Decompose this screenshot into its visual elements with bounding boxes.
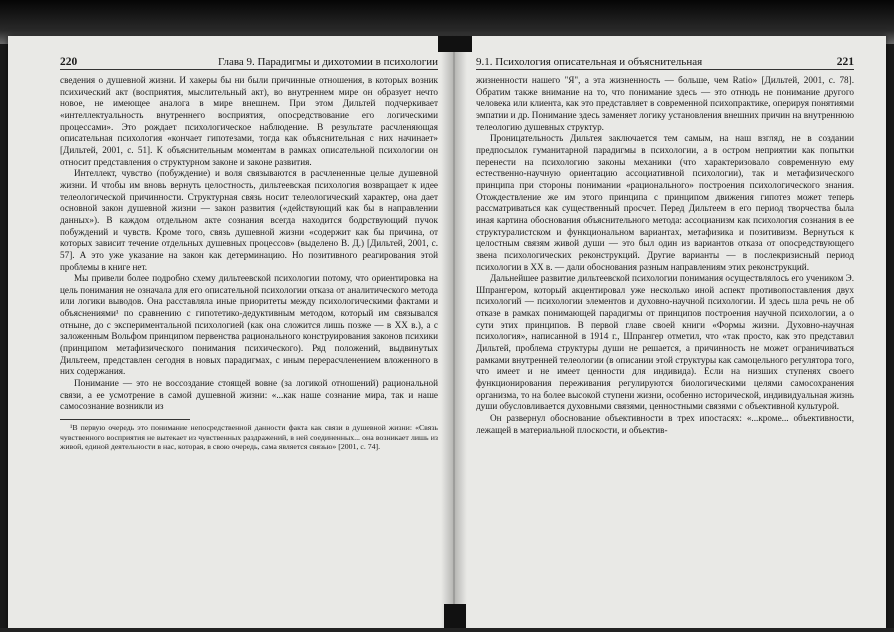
- right-page: [476, 54, 854, 436]
- left-page: [60, 54, 438, 452]
- book-gutter: [441, 36, 467, 632]
- paragraph: Понимание — это не воссоздание стоящей вовне (за логикой отношений) рациональной связи, а ее усмотрение в самой душевной жизни: «...как наше сознание мира, так и наше самосознание возникли из: [60, 378, 438, 412]
- page-number: 221: [836, 56, 854, 68]
- left-page-header: [60, 54, 438, 70]
- gutter-shadow: [438, 36, 472, 52]
- paragraph: Мы привели более подробно схему дильтеевской психологии потому, что ориентировка на цель понимания не означала для его описательной психологии отказа от аналитического метода или логики выводов. Она расставляла иные приоритеты между психологическими фактами и объяснениями¹ по сравнению с гипотетико-дедуктивным методом, который им связывался отныне, до с экспериментальной психологией (как она сложится лишь позже — в XX в.), а с заложенным Вольфом принципом первенства рационального конструирования законов психики (принципом метафизического понимания психического). Ряд положений, выдвинутых Дильтеем, представлен сегодня в новых парадигмах, с иным перерасчленением вложенного в них содержания.: [60, 273, 438, 377]
- paragraph: Дальнейшее развитие дильтеевской психологии понимания осуществлялось его учеником Э. Шпрангером, который акцентировал уже несколько иной аспект противопоставления двух психологий — психологии элементов и духовно-научной психологии. И здесь шла речь не об отказе в рамках понимающей парадигмы от принципов построения научной психологии, а о сути этих принципов. В первой главе своей книги «Формы жизни. Духовно-научная психология», написанной в 1914 г., Шпрангер отметил, что «так просто, как это представил Дильтей, проблема структуры души не решается, а причинность не может ограничиваться рамками внутренней телеологии (в описании этой структуры как самоцельного регулятора того, что имеет и не имеет ценности для индивида). Если на низших ступенях своего функционирования переживания регулируются биологическими целями самосохранения организма, то на более высокой ступени жизни, особенно исторической, индивидуальная жизнь души обусловливается духовными связями, ценностными связями с объективной культурой.: [476, 273, 854, 412]
- footnote: ¹В первую очередь это понимание непосредственной данности факта как связи в душевной жизни: «Связь чувственного восприятия не вытекает из чувственных раздражений, в ней соединенных... она возникает лишь из живой, единой деятельности в нас, которая, в свою очередь, сама является связью» [2001, с. 74].: [60, 423, 438, 452]
- paragraph: жизненности нашего "Я", а эта жизненность — больше, чем Ratio» [Дильтей, 2001, с. 78]. Обратим также внимание на то, что понимание здесь — это отнюдь не понимание другого человека или клиента, как это представляет в современной психопрактике, оперируя понятиями эмпатии и др. Понимание здесь заменяет логику установления внешних причин на внутреннюю телеологию душевных структур.: [476, 75, 854, 132]
- footnote-divider: [60, 419, 190, 420]
- paragraph: Интеллект, чувство (побуждение) и воля связываются в расчлененные целые душевной жизни. И чтобы им вновь вернуть целостность, дильтеевская психология возвращает к идее телеологической причинности. Структурная связь носит телеологический характер, она дает основной закон душевной жизни — закон развития («действующий как бы в направлении данных»). В каждом отдельном акте сознания всегда находится бодрствующий пучок побуждений и чувств. Кроме того, связь душевной жизни «содержит как бы причина, от которых зависит течение отдельных душевных процессов» (выделено В. Д.) [Дильтей, 2001, с. 57]. А это уже указание на закон как детерминацию. Но позитивного реагирования этой проблемы в книге нет.: [60, 168, 438, 272]
- right-page-header: [476, 54, 854, 70]
- page-number: 220: [60, 56, 78, 68]
- scan-background-bottom: [0, 628, 894, 632]
- paragraph: сведения о душевной жизни. И хакеры бы ни были причинные отношения, в которых возник психический акт (восприятия, мыслительный акт), во внутреннем мире он образует нечто новое, не имеющее аналога в мире внешнем. При этом Дильтей подчеркивает «интеллектуальность внутреннего восприятия, опосредствование его логическими процессами». Это рождает психологическое наблюдение. В результате расчленяющая описательная психология «кончает гипотезами, тогда как объяснительная с них начинает» [Дильтей, 2001, с. 51]. К объяснительным моментам в рамках описательной психологии он относит представления о структурном законе и законе развития.: [60, 75, 438, 167]
- running-head: 9.1. Психология описательная и объяснительная: [476, 56, 703, 68]
- running-head: Глава 9. Парадигмы и дихотомии в психологии: [217, 56, 438, 68]
- paragraph: Проницательность Дильтея заключается тем самым, на наш взгляд, не в создании предпосылок гуманитарной парадигмы в психологии, а в остром неприятии как попытки перенести на психологию законы механики (что характеризовало современную ему естественно-научную ориентацию ассоциативной психологии), так и метафизического принципа при стороны понимании «рационального» построения психологического знания. Отождествление же им этого принципа с принципом движения гипотез может теперь рассматриваться как существенный просчет. Перед Дильтеем в его период творчества была иная картина обоснования объяснительного метода: ассоцианизм как психология сознания в ее структуралистском и функциональном вариантах, метафизика и позитивизм. Вернуться к целостным связям живой души — это был один из вариантов отказа от опосредствующего звена психологических реконструкций. Другие варианты — в послекризисный период психологии в XX в. — дали обоснования разным направлениям этих реконструкций.: [476, 133, 854, 272]
- book-spread: [8, 36, 886, 632]
- paragraph: Он развернул обоснование объективности в трех ипостасях: «...кроме... объективности, лежащей в материальной плоскости, и объектив-: [476, 413, 854, 435]
